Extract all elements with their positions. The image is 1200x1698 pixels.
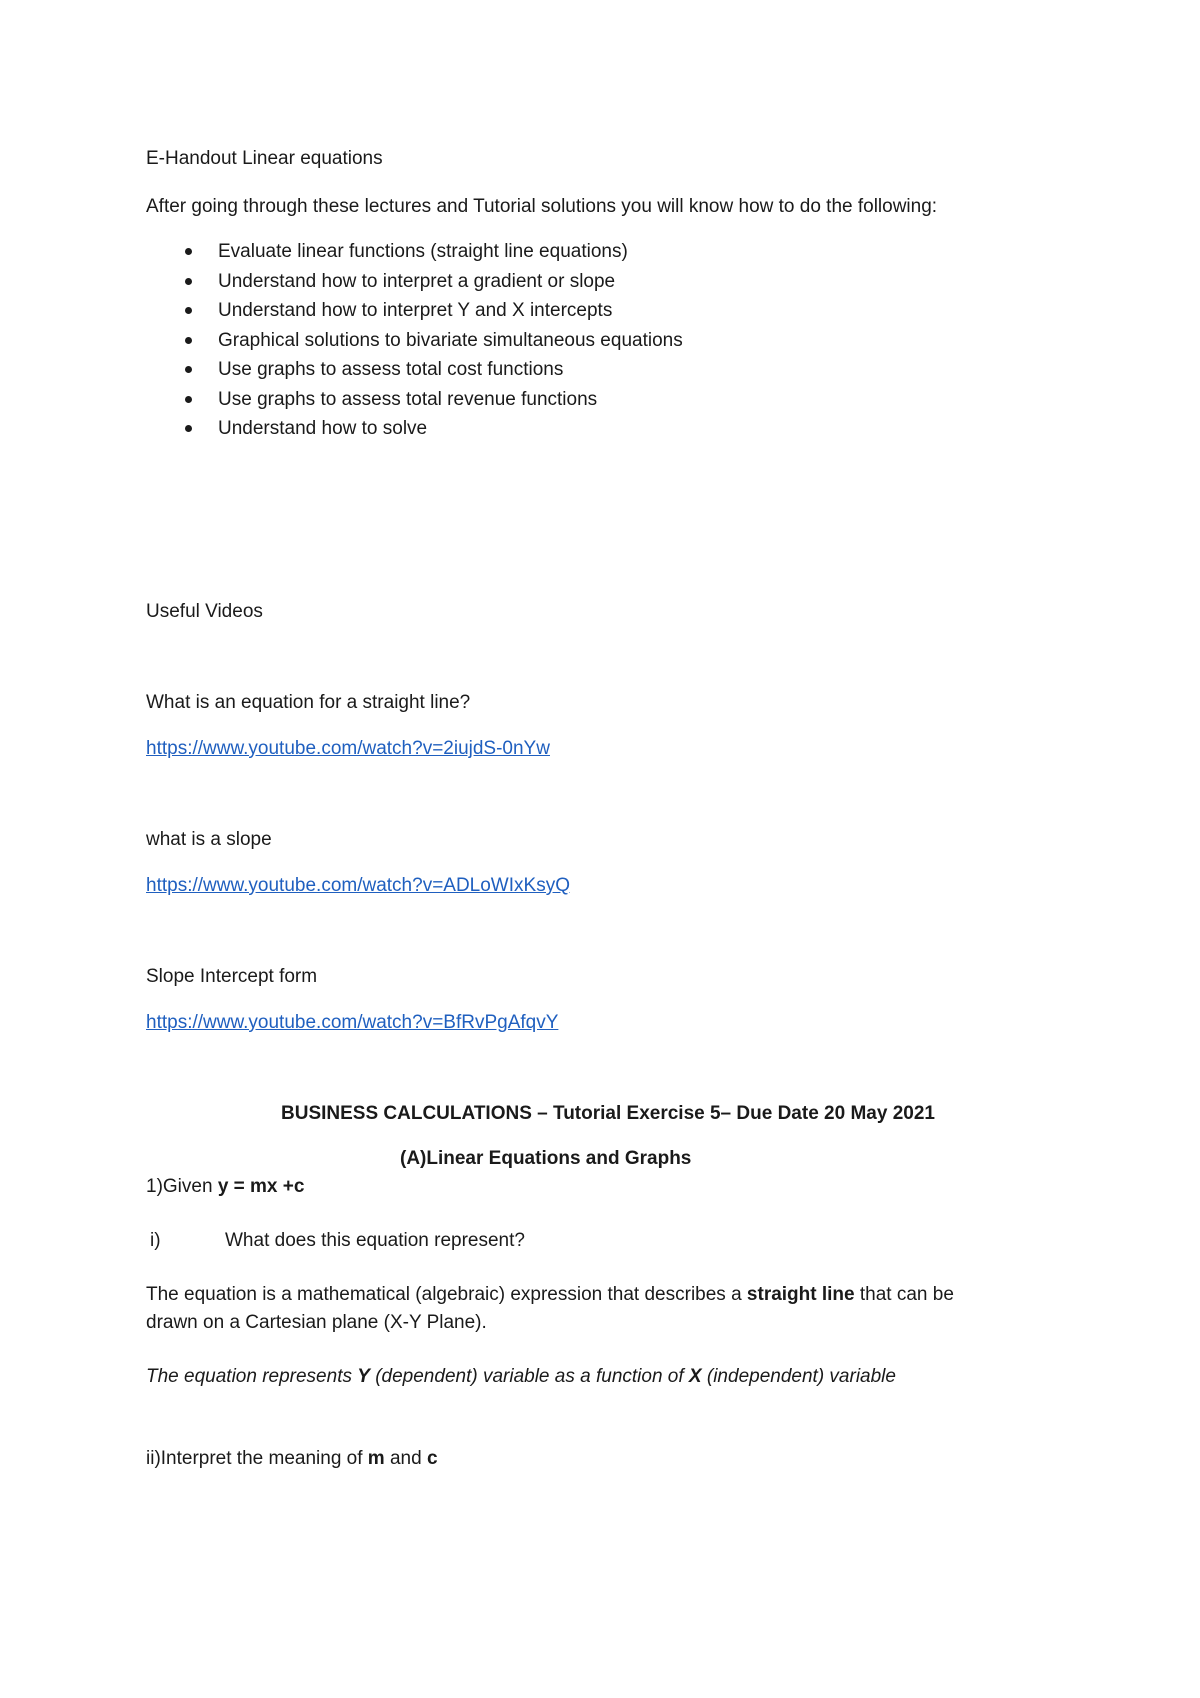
list-item: Understand how to interpret Y and X intercepts	[185, 299, 683, 329]
video-question-3: Slope Intercept form	[146, 966, 318, 987]
question-1: 1)Given y = mx +c	[146, 1176, 305, 1197]
list-item: Use graphs to assess total revenue functions	[185, 388, 683, 418]
objectives-list	[185, 240, 683, 447]
video-question-1: What is an equation for a straight line?	[146, 692, 471, 713]
video-link[interactable]: https://www.youtube.com/watch?v=2iujdS-0nYw	[146, 738, 550, 759]
bullet-icon	[185, 337, 192, 344]
list-item: Evaluate linear functions (straight line equations)	[185, 240, 683, 270]
video-link-2	[146, 874, 570, 898]
bullet-icon	[185, 366, 192, 373]
handout-title: E-Handout Linear equations	[146, 148, 383, 169]
bullet-icon	[185, 248, 192, 255]
list-item: Use graphs to assess total cost functions	[185, 358, 683, 388]
italic-answer: The equation represents Y (dependent) variable as a function of X (independent) variable	[146, 1366, 896, 1387]
question-1i-text: What does this equation represent?	[225, 1230, 525, 1251]
answer-line-2: drawn on a Cartesian plane (X-Y Plane).	[146, 1312, 487, 1333]
list-item: Understand how to interpret a gradient or slope	[185, 270, 683, 300]
video-link-3	[146, 1011, 558, 1035]
video-link[interactable]: https://www.youtube.com/watch?v=BfRvPgAfqvY	[146, 1012, 559, 1033]
videos-heading: Useful Videos	[146, 601, 263, 622]
bullet-icon	[185, 307, 192, 314]
exercise-title: BUSINESS CALCULATIONS – Tutorial Exercise 5– Due Date 20 May 2021	[281, 1103, 935, 1124]
bullet-icon	[185, 278, 192, 285]
question-1ii: ii)Interpret the meaning of m and c	[146, 1448, 438, 1469]
answer-line-1: The equation is a mathematical (algebraic) expression that describes a straight line that can be	[146, 1284, 954, 1305]
video-link-1	[146, 737, 550, 761]
video-link[interactable]: https://www.youtube.com/watch?v=ADLoWIxKsyQ	[146, 875, 570, 896]
bullet-icon	[185, 425, 192, 432]
bullet-icon	[185, 396, 192, 403]
video-question-2: what is a slope	[146, 829, 272, 850]
question-1i-number: i)	[150, 1230, 161, 1251]
list-item: Graphical solutions to bivariate simultaneous equations	[185, 329, 683, 359]
list-item: Understand how to solve	[185, 417, 683, 447]
equation: y = mx +c	[217, 1176, 305, 1197]
intro-text: After going through these lectures and Tutorial solutions you will know how to do the following:	[146, 196, 938, 217]
section-title: (A)Linear Equations and Graphs	[400, 1148, 692, 1169]
